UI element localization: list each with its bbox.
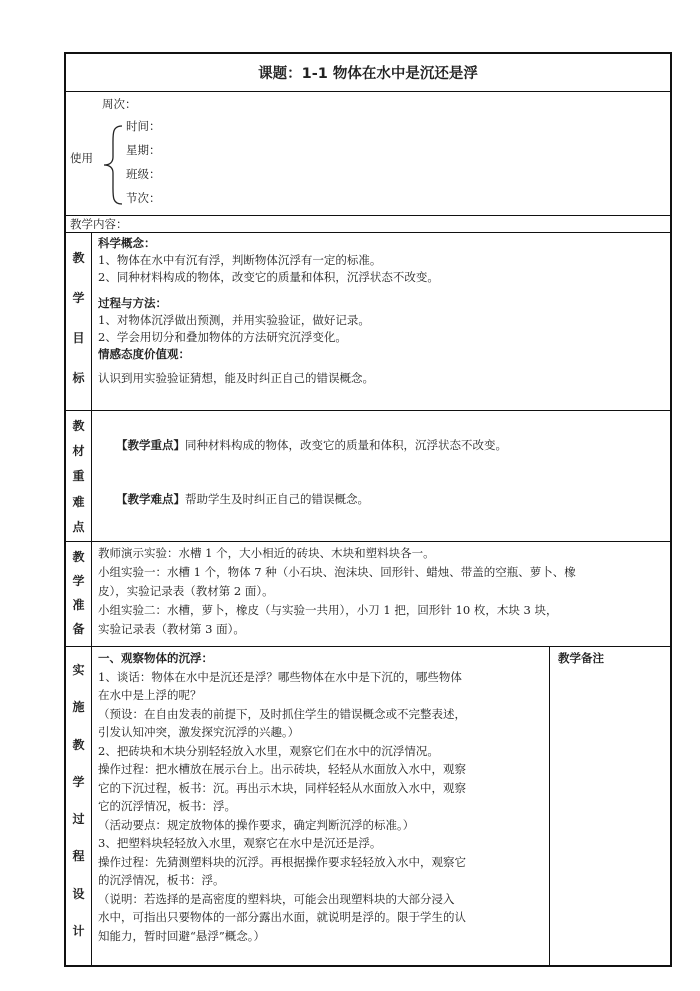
- period-label: 节次：: [126, 191, 161, 205]
- prep-line: 小组实验一：水槽 1 个，物体 7 种（小石块、泡沫块、回形针、蜡烛、带盖的空瓶、萝卜、橡: [98, 565, 576, 579]
- title-row: [66, 54, 670, 92]
- impl-line: （预设：在自由发表的前提下，及时抓住学生的错误概念或不完整表述，: [98, 706, 466, 721]
- prep-line: 实验记录表（教材第 3 面）。: [98, 622, 245, 636]
- teaching-content-text: 教学内容：: [70, 217, 128, 231]
- impl-line: 3、把塑料块轻轻放入水里，观察它在水中是沉还是浮。: [98, 836, 382, 850]
- side-char: 教: [72, 250, 85, 265]
- keys-body: [92, 411, 670, 541]
- usage-section: [66, 92, 670, 216]
- teaching-notes-label: 教学备注: [558, 651, 604, 665]
- side-char: 材: [72, 444, 85, 459]
- time-label: 时间：: [126, 119, 161, 133]
- difficulty-text: 帮助学生及时纠正自己的错误概念。: [185, 492, 369, 506]
- side-char: 教: [72, 419, 85, 434]
- science-concept-heading: 科学概念：: [98, 236, 156, 250]
- teaching-prep-section: [66, 542, 670, 647]
- side-char: 设: [72, 886, 85, 901]
- weekly-label: 周次：: [102, 97, 137, 111]
- impl-line: 1、谈话：物体在水中是沉还是浮？哪些物体在水中是下沉的，哪些物体: [98, 669, 462, 684]
- attitude-line: 认识到用实验验证猜想，能及时纠正自己的错误概念。: [98, 371, 374, 385]
- side-char: 点: [72, 519, 85, 534]
- side-char: 计: [72, 923, 85, 938]
- side-char: 学: [72, 573, 85, 588]
- focus-label: 【教学重点】: [116, 438, 185, 452]
- prep-line: 教师演示实验：水槽 1 个，大小相近的砖块、木块和塑料块各一。: [98, 546, 435, 560]
- focus-text: 同种材料构成的物体，改变它的质量和体积，沉浮状态不改变。: [185, 438, 507, 452]
- prep-line: 小组实验二：水槽，萝卜，橡皮（与实验一共用），小刀 1 把，回形针 10 枚，木块 3 块，: [98, 603, 558, 617]
- side-char: 难: [72, 494, 85, 509]
- concept-line: 1、物体在水中有沉有浮，判断物体沉浮有一定的标准。: [98, 253, 382, 267]
- impl-body: [92, 647, 550, 965]
- teaching-focus: [116, 437, 507, 454]
- observe-heading: 一、观察物体的沉浮：: [98, 651, 213, 665]
- impl-line: 操作过程：把水槽放在展示台上。出示砖块，轻轻从水面放入水中，观察: [98, 762, 466, 776]
- side-char: 教: [72, 737, 85, 752]
- side-char: 备: [72, 621, 85, 636]
- process-method-heading: 过程与方法：: [98, 296, 167, 310]
- side-char: 教: [72, 549, 85, 564]
- attitude-heading: 情感态度价值观：: [98, 347, 190, 361]
- implementation-section: [66, 647, 670, 965]
- difficulty-label: 【教学难点】: [116, 492, 185, 506]
- side-char: 重: [72, 469, 85, 484]
- curly-brace-icon: [100, 124, 124, 206]
- side-char: 实: [72, 663, 85, 678]
- side-char: 准: [72, 597, 85, 612]
- impl-side-label: [66, 647, 92, 965]
- use-label: 使用: [70, 151, 93, 165]
- side-char: 标: [72, 371, 85, 386]
- side-char: 学: [72, 774, 85, 789]
- goals-body: [92, 233, 670, 410]
- impl-line: （说明：若选择的是高密度的塑料块，可能会出现塑料块的大部分浸入: [98, 891, 455, 906]
- impl-line: 在水中是上浮的呢？: [98, 688, 202, 702]
- impl-line: 操作过程：先猜测塑料块的沉浮。再根据操作要求轻轻放入水中，观察它: [98, 854, 466, 869]
- prep-body: [92, 542, 670, 646]
- side-char: 学: [72, 290, 85, 305]
- impl-line: 知能力，暂时回避“悬浮”概念。）: [98, 928, 266, 943]
- impl-line: 它的下沉过程，板书：沉。再出示木块，同样轻轻从水面放入水中，观察: [98, 780, 466, 795]
- method-line: 2、学会用切分和叠加物体的方法研究沉浮变化。: [98, 330, 347, 344]
- key-points-section: [66, 411, 670, 542]
- page-title: 课题：1-1 物体在水中是沉还是浮: [258, 66, 478, 82]
- teaching-content-label: [66, 216, 670, 233]
- side-char: 施: [72, 700, 85, 715]
- method-line: 1、对物体沉浮做出预测，并用实验验证，做好记录。: [98, 313, 370, 327]
- teaching-goals-section: [66, 233, 670, 411]
- impl-line: 的沉浮情况，板书：浮。: [98, 873, 225, 887]
- goals-side-label: [66, 233, 92, 410]
- impl-line: 引发认知冲突，激发探究沉浮的兴趣。）: [98, 725, 300, 739]
- impl-line: 水中，可指出只要物体的一部分露出水面，就说明是浮的。限于学生的认: [98, 910, 466, 924]
- teaching-notes-column: [550, 647, 670, 965]
- keys-side-label: [66, 411, 92, 541]
- impl-line: （活动要点：规定放物体的操作要求，确定判断沉浮的标准。）: [98, 817, 415, 832]
- side-char: 程: [72, 849, 85, 864]
- impl-line: 2、把砖块和木块分别轻轻放入水里，观察它们在水中的沉浮情况。: [98, 743, 439, 758]
- teaching-difficulty: [116, 491, 369, 508]
- prep-side-label: [66, 542, 92, 646]
- concept-line: 2、同种材料构成的物体，改变它的质量和体积，沉浮状态不改变。: [98, 270, 439, 284]
- side-char: 目: [72, 331, 85, 346]
- impl-line: 它的沉浮情况，板书：浮。: [98, 799, 236, 813]
- prep-line: 皮），实验记录表（教材第 2 面）。: [98, 584, 274, 598]
- side-char: 过: [72, 812, 85, 827]
- lesson-plan-table: [64, 52, 672, 967]
- class-label: 班级：: [126, 167, 161, 181]
- weekday-label: 星期：: [126, 143, 161, 157]
